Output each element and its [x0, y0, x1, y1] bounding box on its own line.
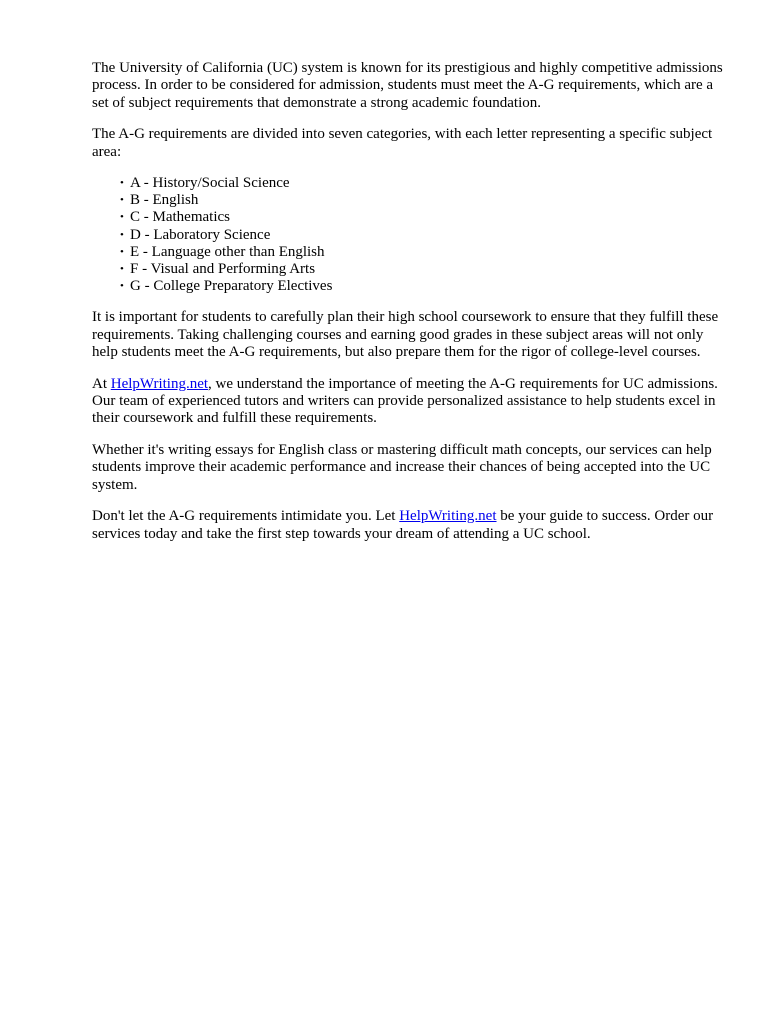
- helpwriting-paragraph: [92, 376, 728, 428]
- list-item-label: G - College Preparatory Electives: [130, 278, 333, 295]
- bullet-icon: •: [120, 194, 124, 207]
- list-item-label: A - History/Social Science: [130, 175, 290, 192]
- list-item: [120, 175, 728, 192]
- closing-suffix: be your guide to success. Order our services today and take the first step towards your dream of attending a UC school.: [92, 508, 714, 542]
- list-item: [120, 244, 728, 261]
- bullet-icon: •: [120, 211, 124, 224]
- list-item: [120, 278, 728, 295]
- list-item: [120, 227, 728, 244]
- list-item: [120, 209, 728, 226]
- closing-link[interactable]: HelpWriting.net: [399, 508, 497, 525]
- bullet-icon: •: [120, 263, 124, 276]
- bullet-icon: •: [120, 228, 124, 241]
- bullet-icon: •: [120, 280, 124, 293]
- list-item: [120, 261, 728, 278]
- list-item: [120, 192, 728, 209]
- bullet-icon: •: [120, 245, 124, 258]
- helpwriting-link[interactable]: HelpWriting.net: [110, 375, 209, 392]
- list-item-label: E - Language other than English: [130, 243, 325, 260]
- list-item-label: D - Laboratory Science: [130, 226, 271, 243]
- intro-paragraph: The University of California (UC) system is known for its prestigious and highly competitive admissions process. In order to be considered for admission, students must meet the A-G requirements, which are a set of subject requirements that demonstrate a strong academic foundation.: [92, 60, 723, 111]
- closing-paragraph: [92, 508, 728, 543]
- document-body: [92, 60, 728, 557]
- categories-intro-paragraph: The A-G requirements are divided into seven categories, with each letter representing a specific subject area:: [92, 126, 713, 160]
- helpwriting-prefix: At: [92, 375, 111, 392]
- list-item-label: C - Mathematics: [130, 209, 230, 226]
- services-paragraph: Whether it's writing essays for English class or mastering difficult math concepts, our services can help students improve their academic performance and increase their chances of being accepted into the UC system.: [92, 441, 712, 493]
- categories-list: [92, 175, 728, 295]
- bullet-icon: •: [120, 177, 124, 190]
- list-item-label: B - English: [130, 192, 199, 209]
- list-item-label: F - Visual and Performing Arts: [130, 261, 316, 278]
- planning-paragraph: It is important for students to carefully plan their high school coursework to ensure that they fulfill these requirements. Taking challenging courses and earning good grades in these subject areas will not only help students meet the A-G requirements, but also prepare them for the rigor of college-level courses.: [92, 309, 719, 361]
- closing-prefix: Don't let the A-G requirements intimidate you. Let: [92, 508, 400, 525]
- helpwriting-suffix: , we understand the importance of meeting the A-G requirements for UC admissions. Our team of experienced tutors and writers can provide personalized assistance to help students excel in their coursework and fulfill these requirements.: [92, 375, 718, 427]
